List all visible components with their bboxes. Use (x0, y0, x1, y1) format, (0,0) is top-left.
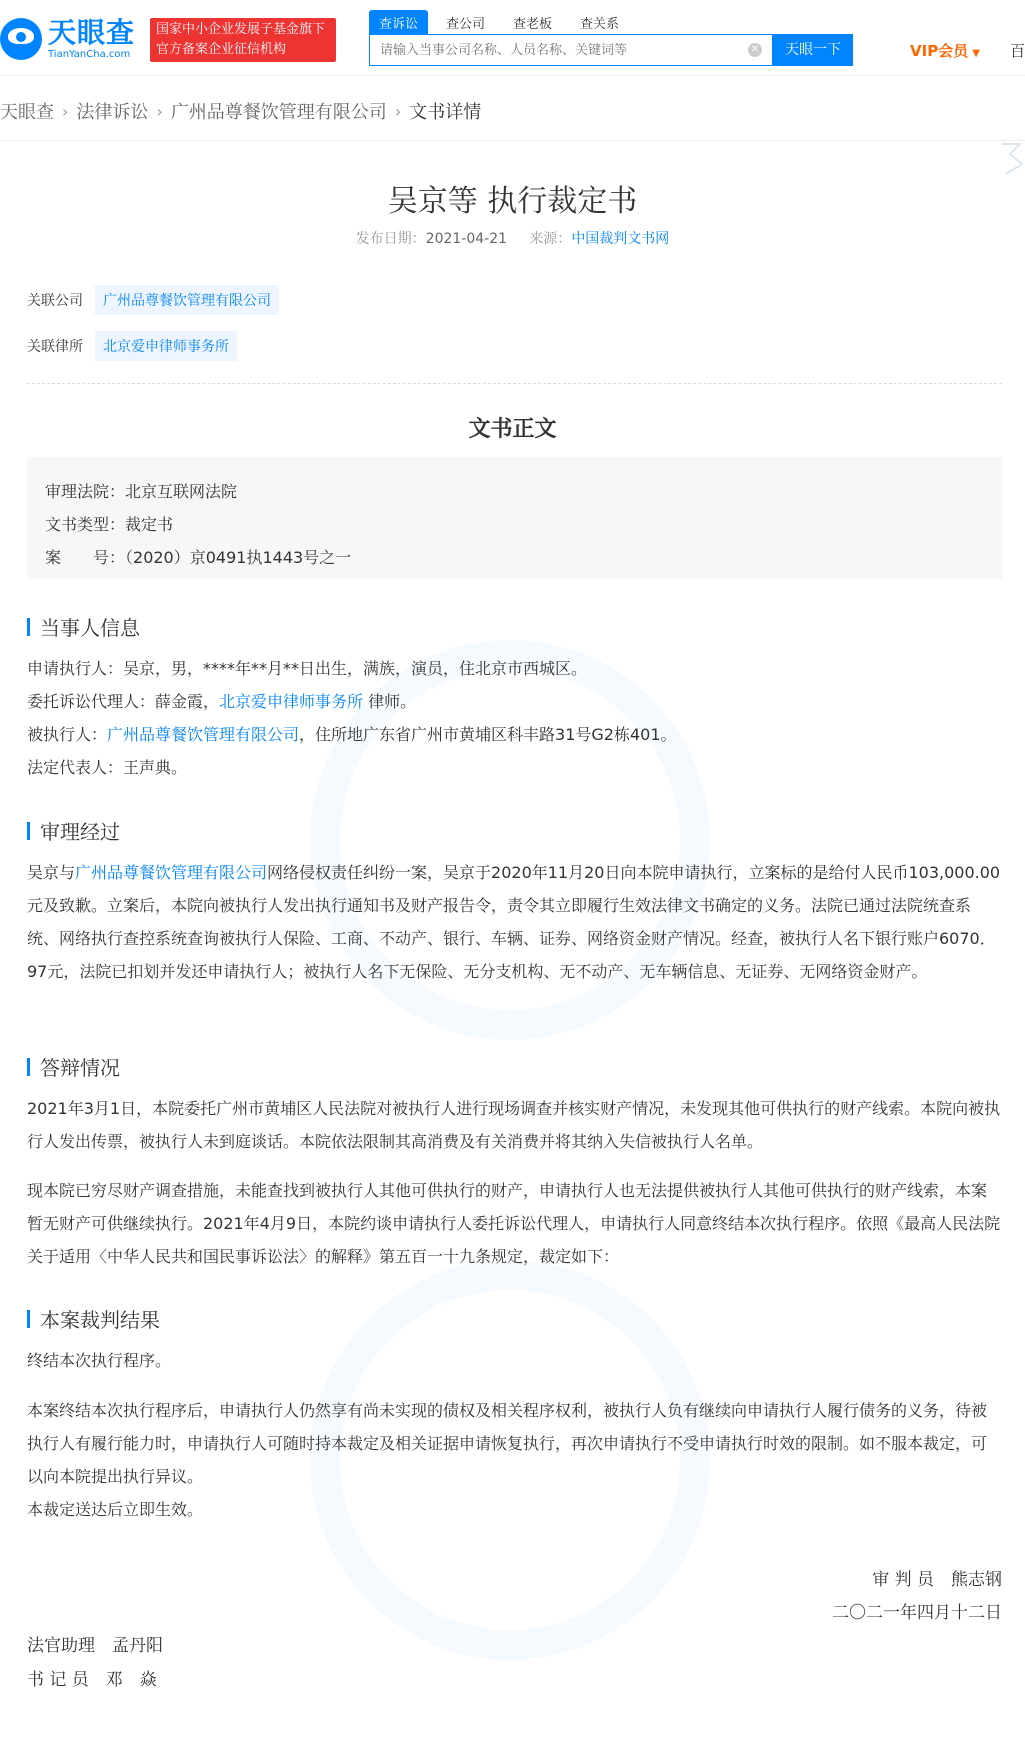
agent-suffix: 律师。 (368, 692, 417, 711)
chevron-right-icon: › (62, 101, 69, 121)
type-line (45, 508, 984, 541)
search-box (369, 34, 773, 66)
court-line (45, 475, 984, 508)
source-label: 来源： (529, 231, 572, 247)
related-company-label: 关联公司 (27, 293, 83, 309)
process-text: 吴京与 (27, 863, 76, 882)
court-label: 审理法院： (45, 482, 126, 501)
logo-domain: TianYanCha.com (48, 49, 131, 60)
chevron-right-icon: › (156, 101, 163, 121)
section-bar (27, 618, 30, 636)
search-button[interactable]: 天眼一下 (773, 34, 853, 66)
section-bar (27, 822, 30, 840)
breadcrumb-home[interactable]: 天眼查 (0, 102, 54, 123)
divider (0, 140, 1025, 141)
legal-rep-line: 法定代表人：王声典。 (27, 758, 188, 777)
agent-text: 委托诉讼代理人：薛金霞， (27, 692, 220, 711)
related-company-tag[interactable]: 广州品尊餐饮管理有限公司 (95, 285, 279, 315)
clear-icon[interactable]: ✕ (748, 43, 762, 57)
badge-line: 官方备案企业征信机构 (156, 42, 287, 57)
badge-line: 国家中小企业发展子基金旗下 (156, 22, 326, 37)
eye-logo-icon (0, 18, 42, 60)
case-line (45, 541, 984, 574)
ruling-date: 二〇二一年四月十二日 (832, 1603, 1002, 1623)
page-title: 吴京等 执行裁定书 (387, 184, 638, 219)
related-lawfirm-tag[interactable]: 北京爱申律师事务所 (95, 331, 237, 361)
respondent-line (27, 718, 1002, 751)
tab-lawsuit[interactable]: 查诉讼 (369, 10, 428, 35)
top-header (0, 0, 1025, 76)
breadcrumb-company[interactable]: 广州品尊餐饮管理有限公司 (170, 102, 387, 123)
process-text: 网络侵权责任纠纷一案，吴京于2020年11月20日向本院申请执行，立案标的是给付人民币103,000.00元及致歉。立案后，本院向被执行人发出执行通知书及财产报告令，责令其立即履行生效法律文书确定的义务。法院已通过法院统查系统、网络执行查控系统查询被执行人保险、工商、不动产、银行、车辆、证券、网络资金财产情况。经查，被执行人名下银行账户6070．97元，法院已扣划并发还申请执行人；被执行人名下无保险、无分支机构、无不动产、无车辆信息、无证券、无网络资金财产。 (27, 863, 1001, 981)
result-paragraph-2: 本案终结本次执行程序后，申请执行人仍然享有尚未实现的债权及相关程序权利，被执行人负有继续向申请执行人履行债务的义务，待被执行人有履行能力时，申请执行人可随时持本裁定及相关证据申请恢复执行，再次申请执行不受申请执行时效的限制。如不服本裁定，可以向本院提出执行异议。 (27, 1401, 988, 1486)
site-logo[interactable] (0, 14, 135, 64)
date-label: 发布日期： (355, 231, 426, 247)
vip-label: VIP会员 (910, 42, 969, 60)
respondent-address: ，住所地广东省广州市黄埔区科丰路31号G2栋401。 (299, 725, 677, 744)
section-parties (27, 612, 140, 641)
doc-meta (0, 228, 1025, 248)
caret-down-icon: ▼ (972, 48, 980, 59)
type-value: 裁定书 (125, 515, 174, 534)
vip-menu[interactable] (910, 40, 980, 61)
section-title: 答辩情况 (40, 1056, 120, 1080)
breadcrumb (0, 96, 481, 126)
official-badge (150, 18, 336, 62)
breadcrumb-current: 文书详情 (409, 102, 482, 123)
case-info-box (27, 457, 1002, 579)
defense-paragraph-1: 2021年3月1日，本院委托广州市黄埔区人民法院对被执行人进行现场调查并核实财产情况，未发现其他可供执行的财产线索。本院向被执行人发出传票，被执行人未到庭谈话。本院依法限制其高消费及有关消费并将其纳入失信被执行人名单。 (27, 1099, 1001, 1151)
section-bar (27, 1310, 30, 1328)
chevron-right-icon: › (394, 101, 402, 121)
company-link[interactable]: 广州品尊餐饮管理有限公司 (75, 863, 268, 882)
breadcrumb-lawsuit[interactable]: 法律诉讼 (76, 102, 149, 123)
tab-boss[interactable]: 查老板 (513, 17, 553, 32)
source-link[interactable]: 中国裁判文书网 (571, 231, 670, 247)
divider (27, 383, 1002, 384)
lawfirm-link[interactable]: 北京爱申律师事务所 (219, 692, 364, 711)
agent-line (27, 685, 1002, 718)
header-extra[interactable]: 百 (1010, 42, 1025, 60)
section-process (27, 816, 120, 845)
assistant-signature: 法官助理 孟丹阳 (27, 1636, 163, 1656)
respondent-label: 被执行人： (27, 725, 108, 744)
publish-date: 2021-04-21 (425, 231, 508, 247)
search-tabs (369, 10, 637, 35)
case-label: 案 号： (45, 548, 126, 567)
search-input[interactable] (370, 35, 750, 65)
company-link[interactable]: 广州品尊餐饮管理有限公司 (107, 725, 300, 744)
court-value: 北京互联网法院 (125, 482, 238, 501)
related-company-row (27, 285, 279, 315)
related-lawfirm-row (27, 331, 237, 361)
applicant-line: 申请执行人：吴京，男，****年**月**日出生，满族，演员，住北京市西城区。 (27, 659, 588, 678)
clerk-signature: 书 记 员 邓 焱 (27, 1670, 157, 1690)
judge-signature: 审 判 员 熊志钢 (872, 1570, 1002, 1590)
side-pattern-icon (1000, 140, 1025, 180)
result-paragraph-3: 本裁定送达后立即生效。 (27, 1500, 204, 1519)
section-defense (27, 1052, 120, 1081)
section-title: 本案裁判结果 (40, 1308, 160, 1332)
body-title: 文书正文 (468, 417, 557, 442)
process-paragraph (27, 856, 1002, 988)
section-result (27, 1304, 160, 1333)
case-number: （2020）京0491执1443号之一 (125, 548, 352, 567)
section-title: 审理经过 (40, 820, 120, 844)
defense-paragraph-2: 现本院已穷尽财产调查措施，未能查找到被执行人其他可供执行的财产，申请执行人也无法提供被执行人其他可供执行的财产线索，本案暂无财产可供继续执行。2021年4月9日，本院约谈申请执行人委托诉讼代理人，申请执行人同意终结本次执行程序。依照《最高人民法院关于适用〈中华人民共和国民事诉讼法〉的解释》第五百一十九条规定，裁定如下： (27, 1181, 1001, 1266)
tab-relation[interactable]: 查关系 (580, 17, 620, 32)
parties-block (27, 652, 1002, 784)
related-lawfirm-label: 关联律所 (27, 339, 83, 355)
section-bar (27, 1058, 30, 1076)
result-paragraph-1: 终结本次执行程序。 (27, 1351, 172, 1370)
tab-company[interactable]: 查公司 (446, 17, 486, 32)
section-title: 当事人信息 (40, 616, 140, 640)
type-label: 文书类型： (45, 515, 126, 534)
logo-text: 天眼查 (48, 16, 136, 49)
